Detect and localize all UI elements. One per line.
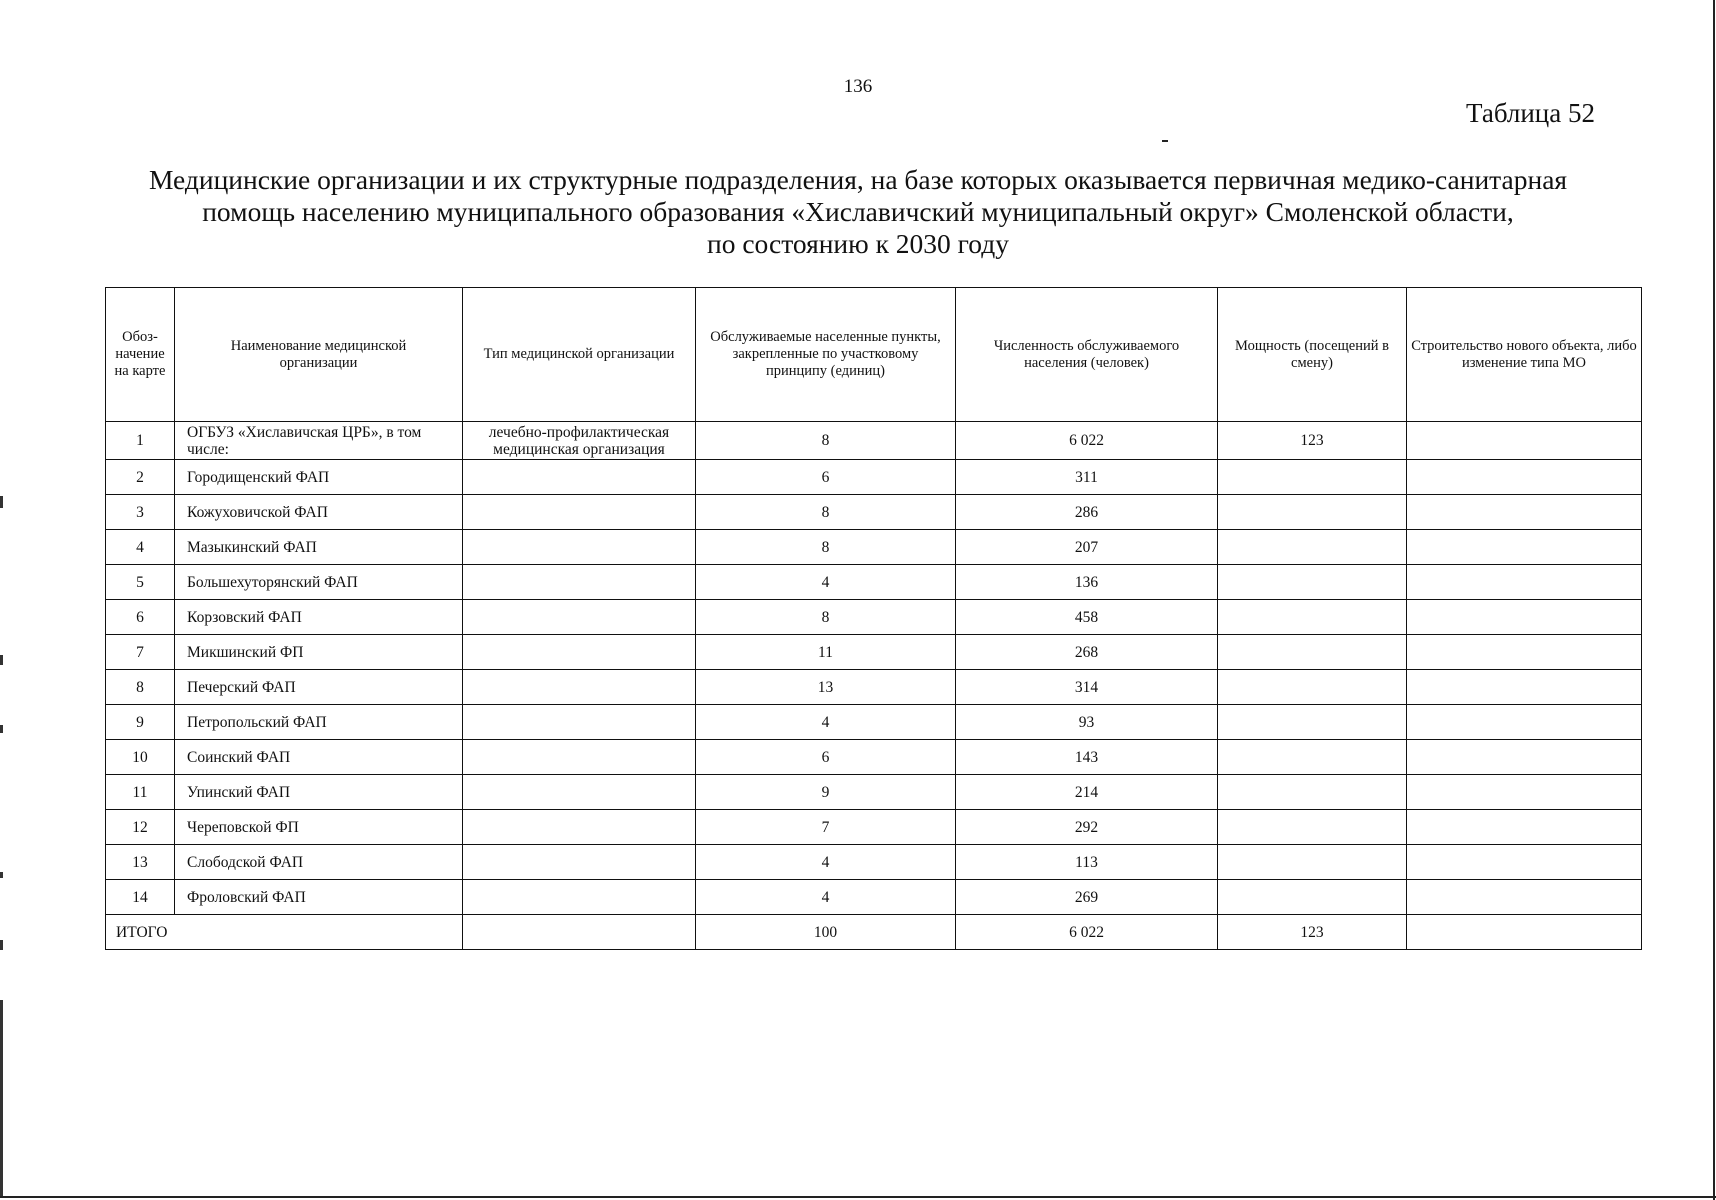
total-construction — [1407, 915, 1642, 950]
table-row — [106, 460, 1642, 495]
total-capacity: 123 — [1218, 915, 1407, 950]
header-capacity: Мощность (посещений в смену) — [1218, 288, 1407, 422]
row-capacity — [1218, 600, 1407, 635]
row-number: 9 — [106, 705, 175, 740]
header-designation: Обоз-начение на карте — [106, 288, 175, 422]
title-line-1: Медицинские организации и их структурные подразделения, на базе которых оказывается первичная медико-санитарная — [148, 164, 1568, 195]
row-number: 2 — [106, 460, 175, 495]
scan-edge-mark — [0, 655, 3, 665]
table-row — [106, 705, 1642, 740]
row-population: 93 — [956, 705, 1218, 740]
row-construction — [1407, 670, 1642, 705]
row-served-points: 7 — [696, 810, 956, 845]
row-population: 6 022 — [956, 422, 1218, 460]
stray-mark — [1162, 140, 1168, 142]
table-row — [106, 740, 1642, 775]
row-number: 7 — [106, 635, 175, 670]
total-org-type — [463, 915, 696, 950]
table-row — [106, 495, 1642, 530]
table-row — [106, 530, 1642, 565]
row-number: 13 — [106, 845, 175, 880]
row-org-type — [463, 775, 696, 810]
row-construction — [1407, 495, 1642, 530]
row-capacity — [1218, 530, 1407, 565]
row-org-type — [463, 810, 696, 845]
table-row — [106, 810, 1642, 845]
table-row — [106, 635, 1642, 670]
table-row — [106, 422, 1642, 460]
row-served-points: 9 — [696, 775, 956, 810]
scan-edge-mark — [0, 872, 3, 878]
row-org-type — [463, 565, 696, 600]
row-capacity — [1218, 880, 1407, 915]
row-org-name: Городищенский ФАП — [175, 460, 463, 495]
row-capacity — [1218, 740, 1407, 775]
header-org-name: Наименование медицинской организации — [175, 288, 463, 422]
row-population: 143 — [956, 740, 1218, 775]
row-org-type — [463, 460, 696, 495]
header-row — [106, 288, 1642, 422]
row-capacity — [1218, 775, 1407, 810]
scan-edge-mark — [0, 940, 3, 950]
row-population: 292 — [956, 810, 1218, 845]
row-number: 5 — [106, 565, 175, 600]
row-construction — [1407, 810, 1642, 845]
row-population: 458 — [956, 600, 1218, 635]
header-served-points: Обслуживаемые населенные пункты, закрепленные по участковому принципу (единиц) — [696, 288, 956, 422]
row-number: 8 — [106, 670, 175, 705]
row-served-points: 8 — [696, 530, 956, 565]
table-row — [106, 845, 1642, 880]
row-capacity — [1218, 495, 1407, 530]
row-org-type: лечебно-профилактическая медицинская организация — [463, 422, 696, 460]
row-org-type — [463, 600, 696, 635]
row-org-name: Микшинский ФП — [175, 635, 463, 670]
row-org-name: Большехуторянский ФАП — [175, 565, 463, 600]
table-row — [106, 600, 1642, 635]
row-capacity — [1218, 810, 1407, 845]
row-org-type — [463, 740, 696, 775]
row-served-points: 8 — [696, 422, 956, 460]
row-capacity: 123 — [1218, 422, 1407, 460]
row-construction — [1407, 635, 1642, 670]
row-number: 14 — [106, 880, 175, 915]
row-population: 268 — [956, 635, 1218, 670]
row-org-name: Слободской ФАП — [175, 845, 463, 880]
row-capacity — [1218, 705, 1407, 740]
row-org-name: Упинский ФАП — [175, 775, 463, 810]
row-org-name: Корзовский ФАП — [175, 600, 463, 635]
row-construction — [1407, 845, 1642, 880]
row-org-name: Печерский ФАП — [175, 670, 463, 705]
header-population: Численность обслуживаемого населения (человек) — [956, 288, 1218, 422]
total-served-points: 100 — [696, 915, 956, 950]
row-population: 286 — [956, 495, 1218, 530]
title-line-2: помощь населению муниципального образования «Хиславичский муниципальный округ» Смоленской области, — [202, 196, 1514, 227]
row-population: 314 — [956, 670, 1218, 705]
row-population: 214 — [956, 775, 1218, 810]
total-row — [106, 915, 1642, 950]
row-capacity — [1218, 845, 1407, 880]
scan-edge-mark — [0, 496, 3, 508]
table-row — [106, 880, 1642, 915]
row-construction — [1407, 565, 1642, 600]
row-number: 6 — [106, 600, 175, 635]
document-title — [90, 164, 1626, 260]
row-population: 311 — [956, 460, 1218, 495]
row-org-type — [463, 705, 696, 740]
row-capacity — [1218, 460, 1407, 495]
row-served-points: 6 — [696, 740, 956, 775]
row-served-points: 4 — [696, 565, 956, 600]
row-served-points: 8 — [696, 600, 956, 635]
table-row — [106, 775, 1642, 810]
row-capacity — [1218, 670, 1407, 705]
row-served-points: 4 — [696, 845, 956, 880]
row-org-type — [463, 845, 696, 880]
row-org-name: Петропольский ФАП — [175, 705, 463, 740]
row-served-points: 13 — [696, 670, 956, 705]
scan-right-edge — [1713, 0, 1715, 1200]
scan-bottom-edge — [0, 1196, 1716, 1198]
row-construction — [1407, 880, 1642, 915]
row-org-name: Череповской ФП — [175, 810, 463, 845]
total-population: 6 022 — [956, 915, 1218, 950]
table-label: Таблица 52 — [1466, 98, 1595, 128]
row-org-type — [463, 880, 696, 915]
row-construction — [1407, 530, 1642, 565]
row-population: 207 — [956, 530, 1218, 565]
row-capacity — [1218, 565, 1407, 600]
row-number: 4 — [106, 530, 175, 565]
row-population: 113 — [956, 845, 1218, 880]
row-construction — [1407, 775, 1642, 810]
scan-edge-mark — [0, 1000, 3, 1196]
row-population: 136 — [956, 565, 1218, 600]
row-number: 3 — [106, 495, 175, 530]
medical-organizations-table — [105, 287, 1642, 950]
row-served-points: 4 — [696, 880, 956, 915]
row-org-type — [463, 530, 696, 565]
row-construction — [1407, 460, 1642, 495]
row-number: 11 — [106, 775, 175, 810]
header-org-type: Тип медицинской организации — [463, 288, 696, 422]
row-served-points: 8 — [696, 495, 956, 530]
page-number: 136 — [843, 76, 873, 97]
row-number: 12 — [106, 810, 175, 845]
row-served-points: 6 — [696, 460, 956, 495]
row-construction — [1407, 600, 1642, 635]
row-org-name: ОГБУЗ «Хиславичская ЦРБ», в том числе: — [175, 422, 463, 460]
row-org-name: Фроловский ФАП — [175, 880, 463, 915]
row-capacity — [1218, 635, 1407, 670]
scan-edge-mark — [0, 725, 3, 733]
row-number: 1 — [106, 422, 175, 460]
table-row — [106, 565, 1642, 600]
row-org-type — [463, 635, 696, 670]
table-row — [106, 670, 1642, 705]
row-construction — [1407, 705, 1642, 740]
row-org-name: Мазыкинский ФАП — [175, 530, 463, 565]
row-org-name: Соинский ФАП — [175, 740, 463, 775]
title-line-3: по состоянию к 2030 году — [707, 228, 1009, 259]
row-population: 269 — [956, 880, 1218, 915]
row-number: 10 — [106, 740, 175, 775]
row-org-type — [463, 495, 696, 530]
row-served-points: 4 — [696, 705, 956, 740]
row-served-points: 11 — [696, 635, 956, 670]
total-label: ИТОГО — [106, 915, 463, 950]
row-construction — [1407, 740, 1642, 775]
row-org-name: Кожуховичской ФАП — [175, 495, 463, 530]
row-org-type — [463, 670, 696, 705]
row-construction — [1407, 422, 1642, 460]
header-construction: Строительство нового объекта, либо изменение типа МО — [1407, 288, 1642, 422]
